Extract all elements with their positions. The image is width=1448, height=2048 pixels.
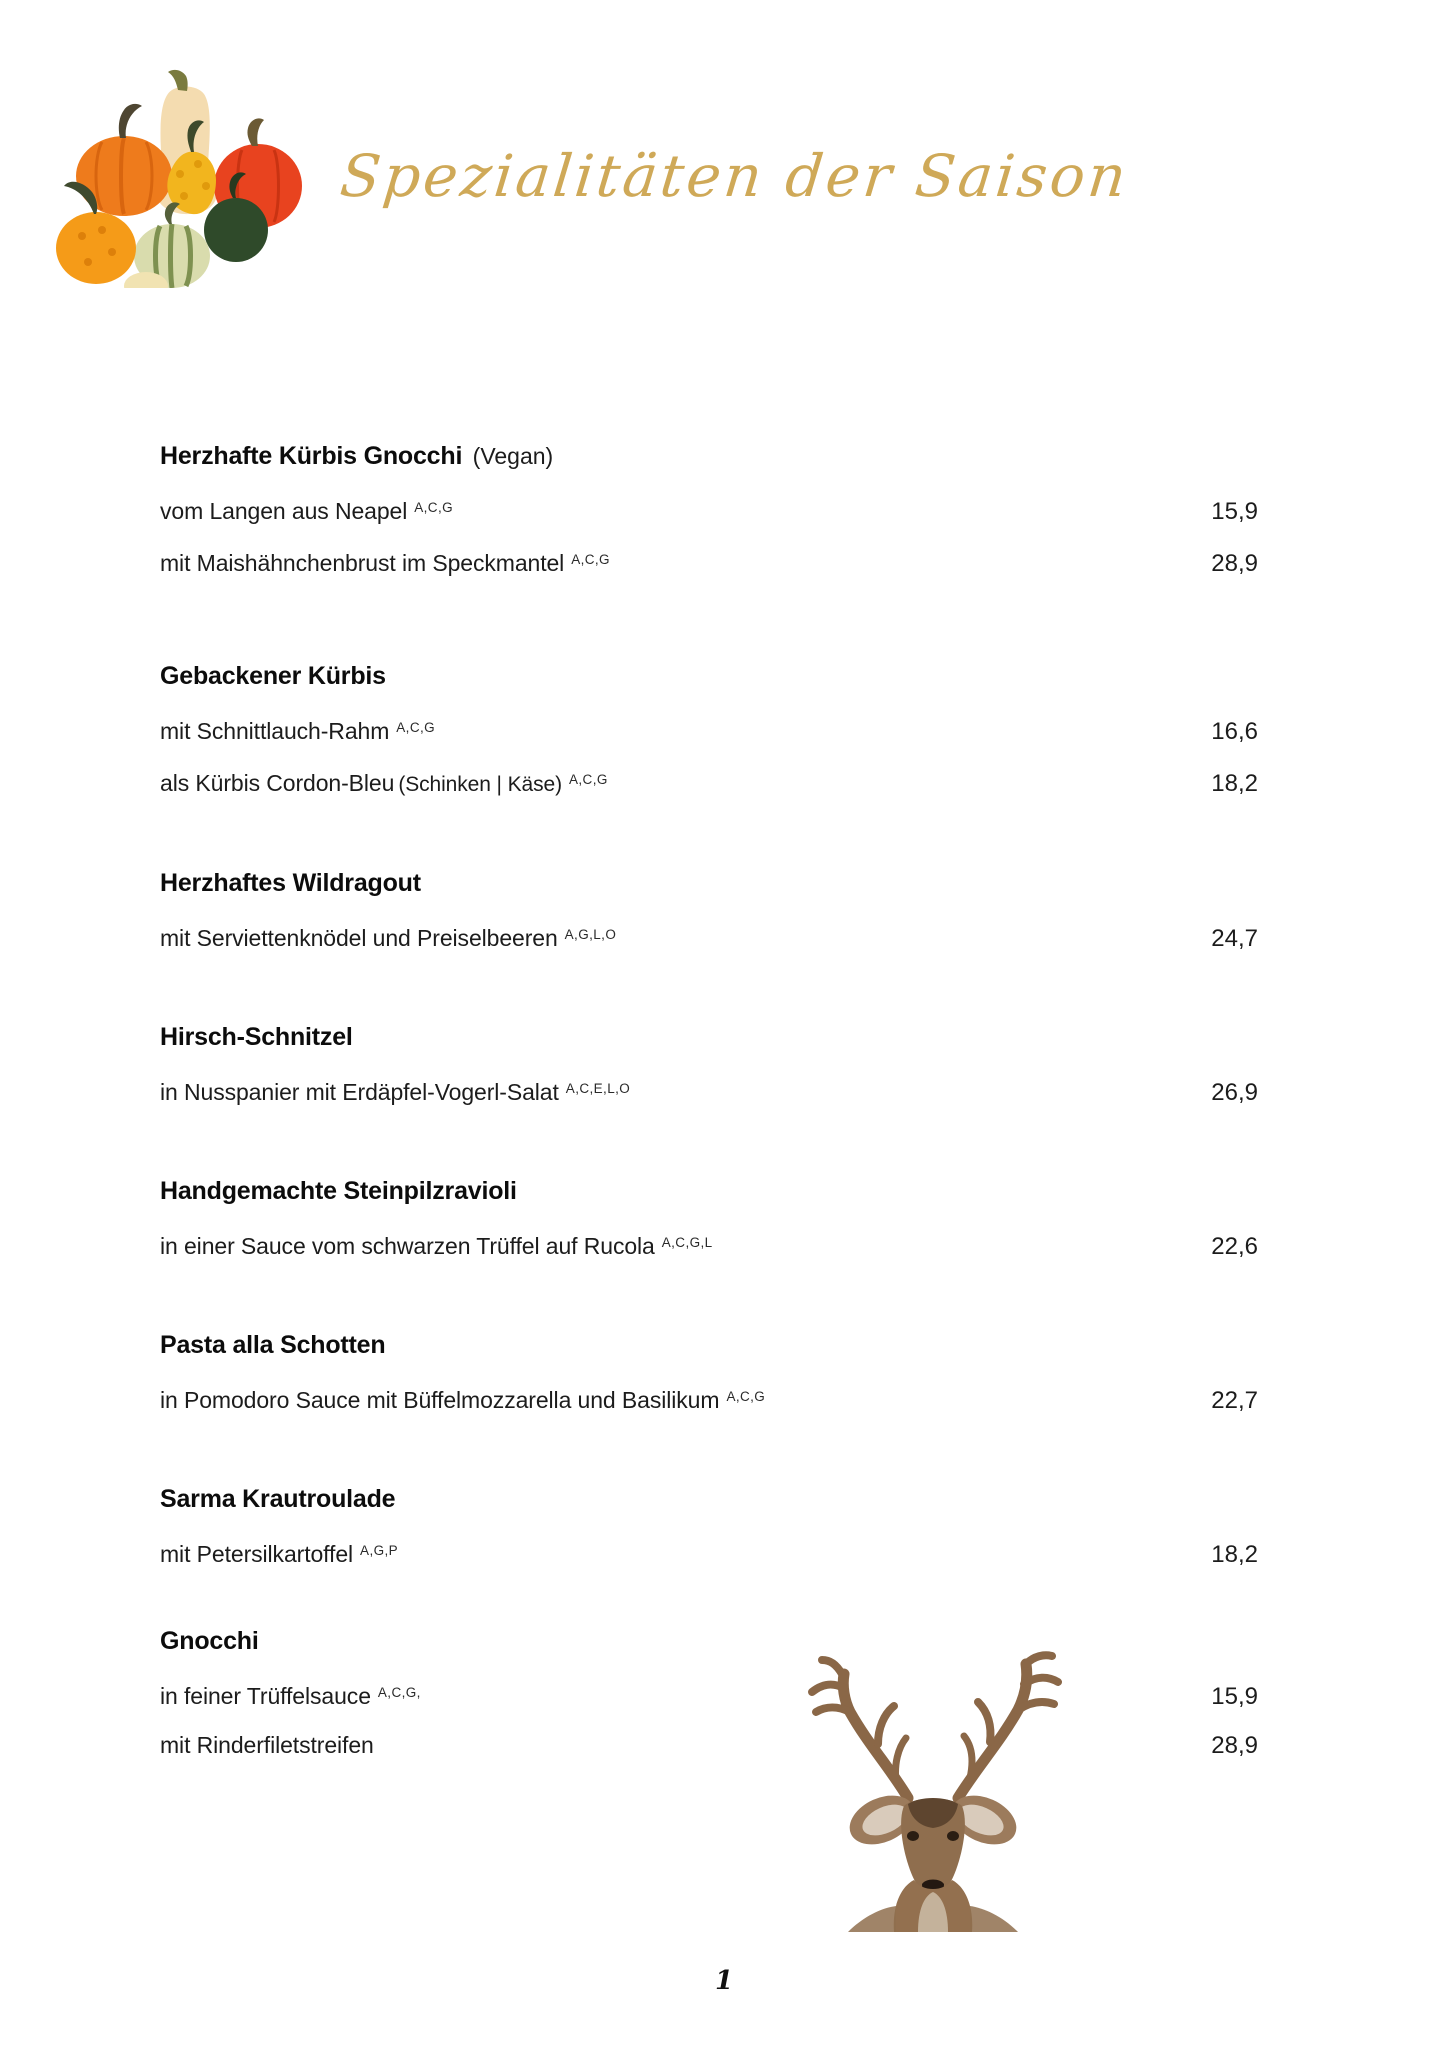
menu-section (160, 1013, 1258, 1117)
allergen-codes: A,C,G (726, 1389, 766, 1404)
section-heading (160, 859, 1258, 911)
menu-list (160, 432, 1258, 1820)
menu-item (160, 1721, 1258, 1770)
menu-section (160, 432, 1258, 588)
menu-item (160, 756, 1258, 809)
menu-item (160, 704, 1258, 756)
allergen-codes: A,C,G, (377, 1685, 421, 1700)
item-text: mit Maishähnchenbrust im Speckmantel (160, 550, 565, 576)
section-heading (160, 652, 1258, 704)
item-price: 28,9 (1211, 550, 1258, 577)
menu-item (160, 911, 1258, 963)
menu-section (160, 1167, 1258, 1271)
menu-item (160, 1527, 1258, 1579)
pumpkins-image (50, 64, 306, 288)
item-text: vom Langen aus Neapel (160, 498, 408, 524)
section-heading (160, 432, 1258, 484)
menu-item (160, 484, 1258, 536)
section-heading (160, 1475, 1258, 1527)
menu-section (160, 1617, 1258, 1770)
item-price: 26,9 (1211, 1079, 1258, 1106)
menu-item (160, 1373, 1258, 1425)
item-description (160, 1219, 713, 1270)
item-text: in einer Sauce vom schwarzen Trüffel auf Rucola (160, 1233, 655, 1259)
allergen-codes: A,C,G (396, 720, 436, 735)
allergen-codes: A,C,G (414, 500, 454, 515)
item-price: 16,6 (1211, 718, 1258, 745)
section-title: Herzhafte Kürbis Gnocchi (160, 442, 463, 470)
section-heading (160, 1617, 1258, 1669)
section-heading (160, 1013, 1258, 1065)
item-description (160, 704, 435, 755)
item-text: mit Serviettenknödel und Preiselbeeren (160, 925, 558, 951)
section-title: Pasta alla Schotten (160, 1331, 386, 1359)
item-price: 18,2 (1211, 1541, 1258, 1568)
deer-image (786, 1648, 1080, 1932)
item-text: mit Petersilkartoffel (160, 1541, 354, 1567)
item-price: 22,6 (1211, 1233, 1258, 1260)
item-description (160, 1669, 421, 1720)
item-description (160, 756, 608, 809)
item-description (160, 1527, 398, 1578)
menu-section (160, 652, 1258, 809)
menu-item (160, 1065, 1258, 1117)
page-title: Spezialitäten der Saison (337, 142, 1133, 210)
item-text-suffix: (Schinken | Käse) (398, 773, 562, 796)
menu-section (160, 859, 1258, 963)
item-text: mit Rinderfiletstreifen (160, 1732, 374, 1758)
menu-item (160, 1219, 1258, 1271)
allergen-codes: A,C,G (568, 772, 608, 787)
section-title-suffix: (Vegan) (472, 443, 554, 469)
allergen-codes: A,C,G,L (661, 1235, 713, 1250)
item-description (160, 911, 616, 962)
item-price: 18,2 (1211, 770, 1258, 797)
menu-section (160, 1321, 1258, 1425)
item-text: mit Schnittlauch-Rahm (160, 718, 390, 744)
item-text: in Nusspanier mit Erdäpfel-Vogerl-Salat (160, 1079, 559, 1105)
section-title: Gnocchi (160, 1627, 259, 1655)
section-title: Handgemachte Steinpilzravioli (160, 1177, 517, 1205)
item-price: 22,7 (1211, 1387, 1258, 1414)
allergen-codes: A,G,P (360, 1543, 399, 1558)
allergen-codes: A,G,L,O (564, 927, 617, 942)
item-price: 24,7 (1211, 925, 1258, 952)
item-text: in feiner Trüffelsauce (160, 1683, 371, 1709)
menu-item (160, 1669, 1258, 1721)
section-title: Sarma Krautroulade (160, 1485, 396, 1513)
item-description (160, 1373, 765, 1424)
item-price: 28,9 (1211, 1732, 1258, 1759)
section-heading (160, 1167, 1258, 1219)
allergen-codes: A,C,E,L,O (565, 1081, 631, 1096)
menu-section (160, 1475, 1258, 1579)
section-title: Hirsch-Schnitzel (160, 1023, 353, 1051)
item-description (160, 1721, 374, 1769)
item-text: in Pomodoro Sauce mit Büffelmozzarella und Basilikum (160, 1387, 720, 1413)
pumpkins-illustration (50, 64, 306, 288)
menu-item (160, 536, 1258, 588)
deer-illustration (786, 1648, 1080, 1932)
allergen-codes: A,C,G (571, 552, 610, 567)
item-price: 15,9 (1211, 498, 1258, 525)
item-price: 15,9 (1211, 1683, 1258, 1710)
section-title: Herzhaftes Wildragout (160, 869, 421, 897)
item-description (160, 1065, 630, 1116)
section-title: Gebackener Kürbis (160, 662, 386, 690)
page-number: 1 (714, 1966, 734, 1996)
item-text: als Kürbis Cordon-Bleu (160, 770, 395, 796)
section-heading (160, 1321, 1258, 1373)
item-description (160, 484, 453, 535)
item-description (160, 536, 610, 587)
